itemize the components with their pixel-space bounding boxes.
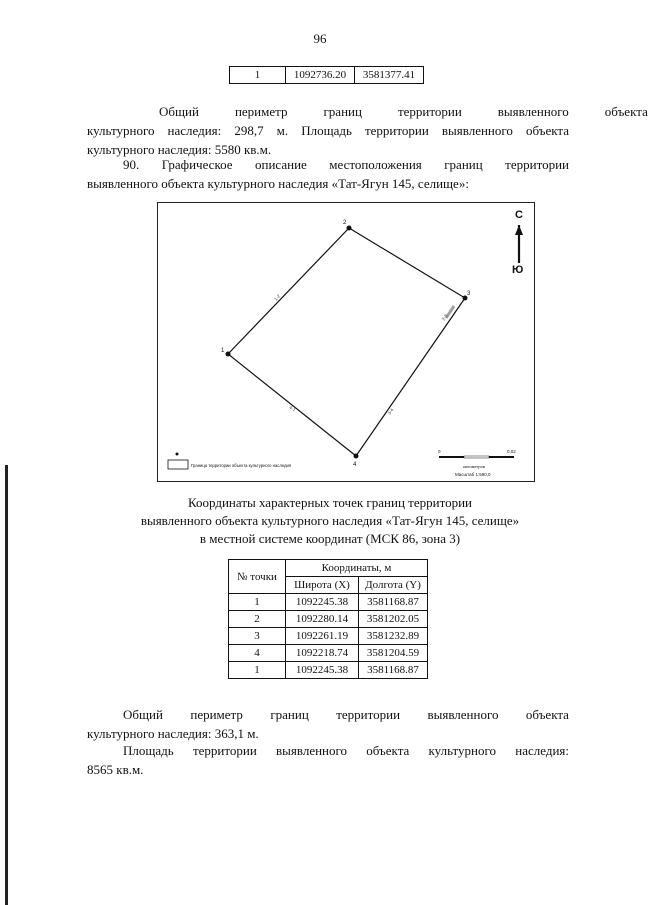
x-column-header: Широта (X) [286,577,359,594]
north-label: С [515,209,523,221]
caption-line: выявленного объекта культурного наследия «Тат-Ягун 145, селище» [140,513,520,528]
scale-end-label: 0,02 [507,449,516,454]
y-coordinate-cell: 3581377.41 [355,67,424,84]
paragraph-line: культурного наследия: 298,7 м. Площадь территории выявленного объекта [87,123,569,138]
point-column-header: № точки [229,560,286,594]
paragraph-line [87,705,569,724]
word: периметр [234,104,288,119]
word: Общий [159,104,199,119]
x-cell: 1092280.14 [286,611,359,628]
point-number-cell: 1 [230,67,286,84]
paragraph-line: Площадь территории выявленного объекта культурного наследия: [123,743,569,758]
perimeter-area-paragraph-1 [87,102,648,159]
perimeter-paragraph-2 [87,705,569,743]
word: объекта [525,707,569,722]
paragraph-line: выявленного объекта культурного наследия «Тат-Ягун 145, селище»: [87,176,469,191]
segment-4-1-label: 4-1 [288,404,297,413]
paragraph-line: культурного наследия: 5580 кв.м. [87,142,272,157]
coordinates-column-header: Координаты, м [286,560,428,577]
x-cell: 1092245.38 [286,662,359,679]
segment-1-2-label: 1-2 [273,293,282,302]
table-row [229,594,428,611]
word: территории [336,707,401,722]
boundary-polygon [228,228,465,456]
table-header-row [229,560,428,577]
y-cell: 3581168.87 [359,594,428,611]
vertex-1-marker [226,352,231,357]
map-legend [168,453,291,470]
paragraph-line: 90. Графическое описание местоположения границ территории [123,157,569,172]
word: периметр [190,707,243,722]
vertex-2-marker [347,226,352,231]
paragraph-line [87,102,648,121]
north-arrow-icon [512,209,523,276]
y-column-header: Долгота (Y) [359,577,428,594]
scale-ratio-label: Масштаб 1:590,0 [455,472,491,477]
boundary-map [157,202,535,482]
paragraph-line: 8565 кв.м. [87,762,144,777]
point-cell: 2 [229,611,286,628]
word: Общий [123,707,163,722]
table-row [229,645,428,662]
segment-2-3-label: 2-3 [440,313,449,322]
vertex-2-label: 2 [343,220,347,226]
scale-unit-label: километров [463,464,485,469]
word: выявленного [427,707,499,722]
y-cell: 3581168.87 [359,662,428,679]
boundary-vertices [226,226,468,459]
word: выявленного [497,104,569,119]
point-cell: 3 [229,628,286,645]
scan-margin-mark [5,465,8,905]
table-row [229,611,428,628]
vertex-1-label: 1 [221,348,225,354]
y-cell: 3581204.59 [359,645,428,662]
legend-swatch [168,460,188,469]
y-cell: 3581232.89 [359,628,428,645]
table-row [229,662,428,679]
previous-coordinates-table [229,66,424,84]
word: объекта [604,104,648,119]
point-cell: 1 [229,594,286,611]
x-cell: 1092261.19 [286,628,359,645]
coordinates-table [228,559,428,679]
x-coordinate-cell: 1092736.20 [286,67,355,84]
page-number: 96 [313,31,327,46]
table-row [229,628,428,645]
caption-line: в местной системе координат (МСК 86, зона 3) [199,531,461,546]
area-paragraph-2 [87,741,569,779]
coordinates-caption [0,494,660,548]
vertex-4-label: 4 [353,462,357,468]
caption-line: Координаты характерных точек границ территории [188,495,472,510]
x-cell: 1092218.74 [286,645,359,662]
point-cell: 1 [229,662,286,679]
table-row [230,67,424,84]
y-cell: 3581202.05 [359,611,428,628]
x-cell: 1092245.38 [286,594,359,611]
vertex-3-label: 3 [467,291,471,297]
legend-text: Граница территории объекта культурного наследия [191,463,292,468]
word: границ [270,707,309,722]
word: границ [323,104,362,119]
south-label: Ю [512,264,524,276]
scale-start-label: 0 [438,449,441,454]
segment-3-4-label: 3-4 [386,407,395,416]
scale-bar [438,449,516,477]
point-cell: 4 [229,645,286,662]
graphic-description-paragraph [87,155,569,193]
paragraph-line: культурного наследия: 363,1 м. [87,726,259,741]
vertex-4-marker [354,454,359,459]
word: территории [397,104,462,119]
